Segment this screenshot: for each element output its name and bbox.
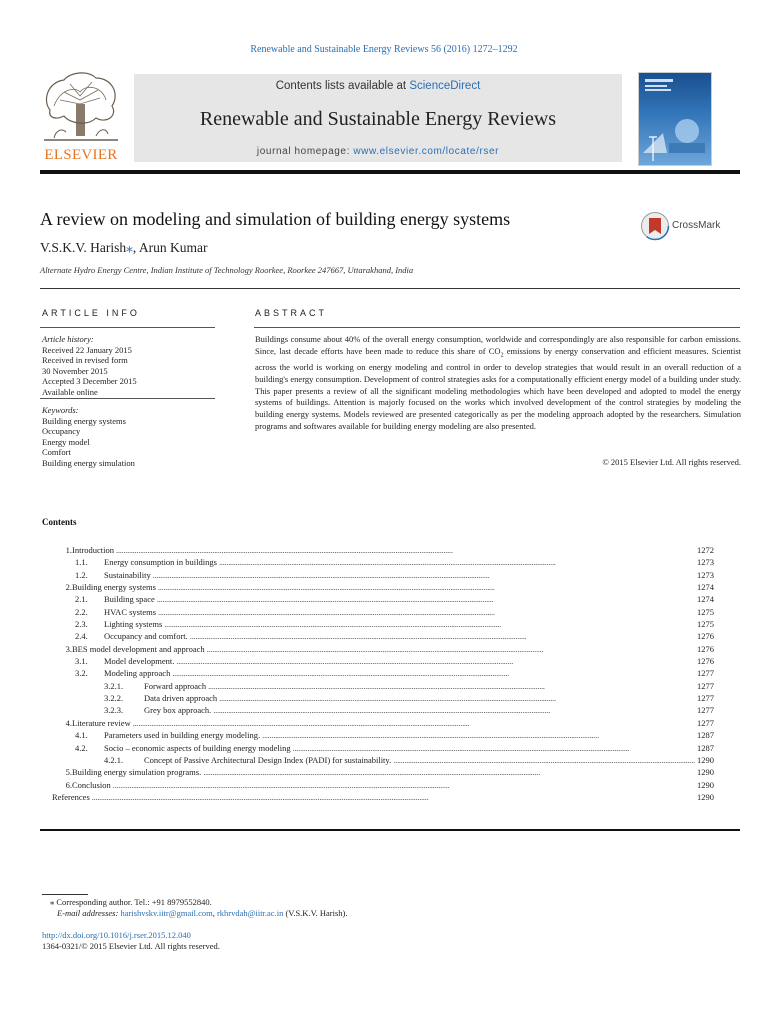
toc-page-number: 1290	[697, 754, 714, 765]
affiliation: Alternate Hydro Energy Centre, Indian Institute of Technology Roorkee, Roorkee 247667, Uttarakhand, India	[40, 265, 414, 275]
section-rule	[40, 288, 740, 289]
toc-number: 5.	[65, 767, 72, 778]
toc-entry[interactable]	[42, 593, 714, 605]
toc-number: 4.2.1.	[104, 754, 124, 765]
email-link-2[interactable]: rkhrvdah@iitr.ac.in	[216, 908, 284, 918]
toc-entry[interactable]	[42, 717, 714, 729]
footnote-rule	[42, 894, 88, 895]
toc-entry[interactable]	[42, 742, 714, 754]
abstract-part-1: Buildings consume about 40% of the overall energy consumption, worldwide and correspondingly are also responsible for carbon emissions. Since, last decade efforts have been made to reduce this share of CO	[255, 334, 741, 356]
toc-number: 1.2.	[75, 569, 88, 580]
history-item: 30 November 2015	[42, 365, 108, 376]
toc-number: 1.1.	[75, 557, 88, 568]
toc-number: 6.	[65, 779, 72, 790]
toc-page-number: 1275	[697, 619, 714, 630]
doi-link[interactable]: http://dx.doi.org/10.1016/j.rser.2015.12.040	[42, 930, 191, 940]
toc-leader	[213, 704, 695, 716]
homepage-link[interactable]: www.elsevier.com/locate/rser	[353, 146, 500, 157]
toc-title: Concept of Passive Architectural Design Index (PADI) for sustainability.	[144, 754, 392, 765]
toc-number: 3.2.2.	[104, 693, 124, 704]
toc-entry[interactable]	[42, 618, 714, 630]
crossmark-icon	[640, 211, 670, 241]
article-info-heading: ARTICLE INFO	[42, 308, 140, 318]
toc-entry[interactable]	[42, 692, 714, 704]
toc-title: Energy consumption in buildings	[104, 557, 217, 568]
toc-number: 3.1.	[75, 656, 88, 667]
toc-leader	[172, 667, 695, 679]
cover-art-icon	[639, 73, 711, 165]
toc-leader	[158, 581, 695, 593]
toc-page-number: 1275	[697, 606, 714, 617]
toc-title: Modeling approach	[104, 668, 171, 679]
toc-leader	[393, 754, 695, 766]
footnote-corresponding	[50, 897, 212, 908]
toc-number: 2.3.	[75, 619, 88, 630]
toc-page-number: 1274	[697, 582, 714, 593]
footnote-mark: ⁎	[50, 897, 55, 907]
toc-title: Model development.	[104, 656, 175, 667]
toc-leader	[158, 606, 695, 618]
toc-number: 1.	[65, 545, 72, 555]
author-separator: ,	[132, 240, 139, 255]
toc-number: 3.	[65, 643, 72, 654]
toc-page-number: 1277	[697, 668, 714, 679]
toc-leader	[164, 618, 695, 630]
article-history	[42, 334, 212, 398]
toc-page-number: 1274	[697, 594, 714, 605]
toc-page-number: 1273	[697, 569, 714, 580]
toc-page-number: 1273	[697, 557, 714, 568]
keyword: Energy model	[42, 436, 90, 447]
toc-entry[interactable]	[42, 704, 714, 716]
toc-page-number: 1276	[697, 631, 714, 642]
toc-number: 4.1.	[75, 730, 88, 741]
author-2: Arun Kumar	[138, 240, 208, 255]
toc-entry[interactable]	[42, 655, 714, 667]
toc-title: HVAC systems	[104, 606, 157, 617]
toc-leader	[176, 655, 695, 667]
toc-page-number: 1276	[697, 656, 714, 667]
toc-entry[interactable]	[42, 729, 714, 741]
toc-entry[interactable]	[42, 791, 714, 803]
info-rule	[40, 398, 215, 399]
info-rule	[40, 327, 215, 328]
publisher-wordmark: ELSEVIER	[44, 147, 118, 163]
toc-title: Data driven approach	[144, 693, 218, 704]
journal-name: Renewable and Sustainable Energy Reviews	[199, 108, 557, 130]
email-owner: (V.S.K.V. Harish).	[283, 908, 348, 918]
keywords	[42, 405, 212, 469]
toc-entry[interactable]	[42, 667, 714, 679]
toc-page-number: 1277	[697, 717, 714, 728]
toc-page-number: 1290	[697, 779, 714, 790]
keyword: Building energy simulation	[42, 457, 135, 468]
contents-prefix: Contents lists available at	[275, 80, 410, 92]
toc-page-number: 1277	[697, 693, 714, 704]
toc-page-number: 1287	[697, 730, 714, 741]
toc-number: 2.4.	[75, 631, 88, 642]
toc-page-number: 1277	[697, 680, 714, 691]
tree-icon	[40, 70, 122, 144]
toc-number: 2.	[65, 582, 72, 593]
toc-number: 4.	[65, 717, 72, 728]
history-item: Available online	[42, 386, 98, 397]
toc-leader	[219, 692, 695, 704]
sciencedirect-link[interactable]: ScienceDirect	[409, 80, 481, 92]
keyword: Occupancy	[42, 426, 81, 437]
issn-copyright: 1364-0321/© 2015 Elsevier Ltd. All rights reserved.	[42, 941, 220, 951]
journal-homepage	[134, 146, 622, 157]
journal-masthead	[40, 70, 740, 166]
toc-title: Building space	[104, 594, 155, 605]
crossmark-label: CrossMark	[672, 220, 721, 231]
toc-entry[interactable]	[42, 766, 714, 778]
abstract-text	[255, 334, 741, 432]
toc-entry[interactable]	[42, 556, 714, 568]
toc-leader	[207, 643, 695, 655]
toc-leader	[190, 630, 695, 642]
history-item: Received in revised form	[42, 355, 128, 366]
homepage-prefix: journal homepage:	[256, 146, 354, 157]
masthead-center-panel	[134, 74, 622, 162]
toc-title: Forward approach	[144, 680, 207, 691]
toc-page-number: 1290	[697, 791, 714, 802]
toc-number: 2.2.	[75, 606, 88, 617]
toc-leader	[116, 544, 695, 556]
toc-leader	[219, 556, 695, 568]
toc-title: Lighting systems	[104, 619, 163, 630]
toc-title: Literature review	[72, 717, 131, 728]
toc-title: BES model development and approach	[72, 643, 205, 654]
toc-title: References	[52, 791, 90, 802]
toc-title: Introduction	[72, 545, 115, 555]
history-item: Accepted 3 December 2015	[42, 376, 137, 387]
toc-leader	[262, 729, 695, 741]
toc-number: 4.2.	[75, 742, 88, 753]
toc-page-number: 1290	[697, 767, 714, 778]
toc-title: Socio – economic aspects of building energy modeling	[104, 742, 291, 753]
toc-leader	[113, 779, 695, 791]
toc-entry[interactable]	[42, 643, 714, 655]
elsevier-tree-logo	[40, 70, 122, 164]
history-label: Article history:	[42, 334, 94, 344]
article-title: A review on modeling and simulation of building energy systems	[40, 209, 511, 229]
toc-page-number: 1276	[697, 643, 714, 654]
toc-leader	[208, 680, 695, 692]
keyword: Comfort	[42, 447, 71, 458]
abstract-heading: ABSTRACT	[255, 308, 328, 318]
keywords-label: Keywords:	[42, 405, 79, 415]
toc-leader	[92, 791, 695, 803]
toc-leader	[203, 766, 695, 778]
toc-title: Building energy systems	[72, 582, 156, 593]
toc-entry[interactable]	[42, 569, 714, 581]
toc-entry[interactable]	[42, 581, 714, 593]
contents-availability	[134, 80, 622, 92]
corresponding-author-mark[interactable]: ⁎	[126, 240, 133, 255]
co2-subscript: 2	[500, 352, 504, 359]
toc-entry[interactable]	[42, 754, 714, 766]
toc-number: 3.2.3.	[104, 705, 124, 716]
toc-title: Building energy simulation programs.	[72, 767, 202, 778]
masthead-rule	[40, 170, 740, 174]
toc-leader	[293, 742, 695, 754]
toc-entry[interactable]	[42, 606, 714, 618]
toc-leader	[133, 717, 695, 729]
author-1: V.S.K.V. Harish	[40, 240, 127, 255]
toc-page-number: 1277	[697, 705, 714, 716]
contents-heading: Contents	[42, 517, 77, 527]
toc-number: 2.1.	[75, 594, 88, 605]
toc-entry[interactable]	[42, 680, 714, 692]
toc-title: Parameters used in building energy modeling.	[104, 730, 261, 741]
toc-entry[interactable]	[42, 630, 714, 642]
toc-number: 3.2.	[75, 668, 88, 679]
toc-title: Conclusion	[72, 779, 111, 790]
crossmark-badge[interactable]	[640, 211, 750, 241]
table-of-contents	[42, 544, 714, 803]
abstract-part-2: emissions by energy conservation and efficient measures. Scientist across the world is working on energy modeling and control in order to develop strategies that would result in an overall reduction of a building's energy consumption. Development of control strategies asks for a computationally efficient energy model of a building under study. This paper presents a review of all the significant modeling methodologies which have been developed and adopted to model the energy systems of buildings. Attention is majorly focused on the works which involved development of the control strategies by modeling the building energy systems. Models reviewed are presented categorically as per the modeling approach adopted by the researchers. Simulation programs and softwares available for building energy modeling are also presented.	[255, 345, 741, 431]
footnote-emails	[57, 908, 347, 918]
footnote-phone: Corresponding author. Tel.: +91 8979552840.	[54, 897, 212, 907]
history-item: Received 22 January 2015	[42, 344, 132, 355]
toc-title: Sustainability	[104, 569, 151, 580]
email-link-1[interactable]: harishvskv.iitr@gmail.com	[120, 908, 213, 918]
email-label: E-mail addresses:	[57, 908, 121, 918]
toc-leader	[153, 569, 695, 581]
abstract-copyright: © 2015 Elsevier Ltd. All rights reserved.	[602, 457, 741, 467]
journal-cover-thumbnail[interactable]	[638, 72, 712, 166]
toc-page-number: 1272	[697, 545, 714, 555]
author-list	[40, 240, 208, 256]
toc-title: Grey box approach.	[144, 705, 212, 716]
contents-end-rule	[40, 829, 740, 831]
toc-number: 3.2.1.	[104, 680, 124, 691]
toc-entry[interactable]	[42, 779, 714, 791]
abstract-rule	[254, 327, 740, 328]
journal-citation[interactable]: Renewable and Sustainable Energy Reviews 56 (2016) 1272–1292	[250, 44, 518, 55]
email-separator: ,	[212, 908, 217, 918]
toc-leader	[157, 593, 695, 605]
keyword: Building energy systems	[42, 415, 126, 426]
toc-page-number: 1287	[697, 742, 714, 753]
toc-title: Occupancy and comfort.	[104, 631, 188, 642]
toc-entry[interactable]	[42, 544, 714, 556]
